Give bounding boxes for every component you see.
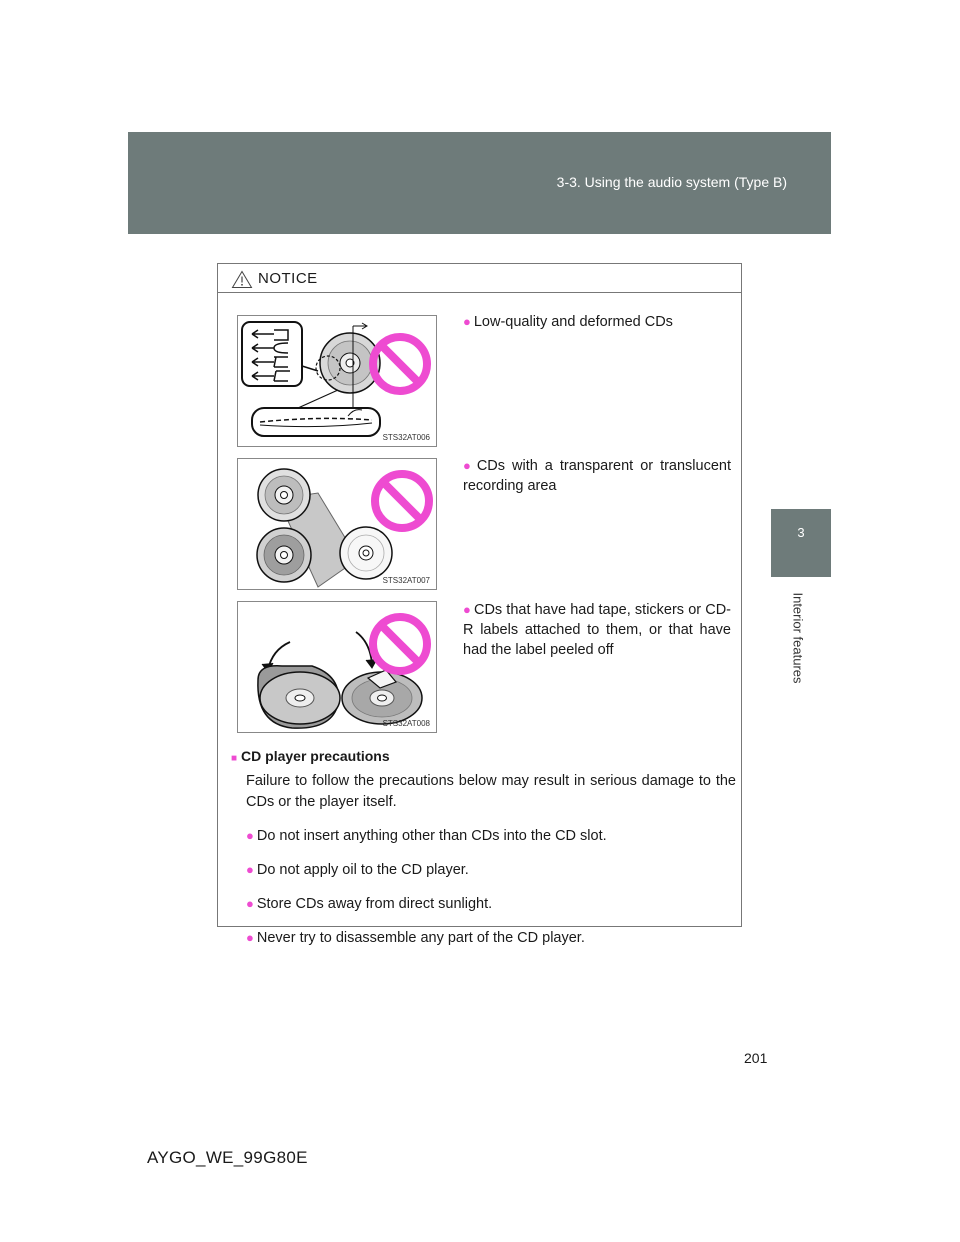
bullet-dot-icon: ● [463, 314, 471, 329]
notice-item-1 [463, 312, 731, 332]
cd-player-precautions [228, 748, 736, 949]
section-title: 3-3. Using the audio system (Type B) [556, 174, 787, 190]
transparent-cd-drawing [238, 459, 437, 590]
bullet-dot-icon: ● [463, 602, 471, 617]
deformed-cd-drawing [238, 316, 437, 447]
illustration-deformed-cds [237, 315, 437, 447]
chapter-tab [771, 509, 831, 577]
bullet-dot-icon: ● [246, 930, 254, 945]
list-item-text: Do not insert anything other than CDs into the CD slot. [256, 828, 607, 844]
list-item [246, 859, 736, 881]
section-heading [231, 748, 736, 764]
section-body: Failure to follow the precautions below may result in serious damage to the CDs or the player itself. [246, 773, 736, 810]
illustration-labeled-cds [237, 601, 437, 733]
illustration-code: STS32AT008 [382, 719, 430, 728]
list-item [246, 893, 736, 915]
section-heading-text: CD player precautions [241, 748, 390, 764]
notice-title: NOTICE [258, 270, 318, 287]
document-code: AYGO_WE_99G80E [147, 1148, 308, 1167]
notice-header [218, 264, 741, 293]
bullet-dot-icon: ● [246, 896, 254, 911]
labeled-cd-drawing [238, 602, 437, 733]
illustration-code: STS32AT006 [382, 433, 430, 442]
bullet-dot-icon: ● [463, 458, 474, 473]
notice-item-text: Low-quality and deformed CDs [473, 314, 673, 330]
notice-item-2 [463, 456, 731, 496]
list-item [246, 825, 736, 847]
chapter-label-text: Interior features [790, 592, 806, 684]
list-item-text: Store CDs away from direct sunlight. [256, 896, 493, 912]
page-number: 201 [744, 1050, 768, 1066]
header-band [128, 132, 831, 234]
list-item-text: Do not apply oil to the CD player. [256, 862, 469, 878]
square-bullet-icon: ■ [231, 753, 238, 764]
illustration-code: STS32AT007 [382, 576, 430, 585]
bullet-dot-icon: ● [246, 862, 254, 877]
notice-item-text: CDs that have had tape, stickers or CD-R labels attached to them, or that have had the label peeled off [463, 602, 731, 658]
notice-item-3 [463, 600, 731, 660]
list-item-text: Never try to disassemble any part of the CD player. [256, 930, 585, 946]
warning-triangle-icon [231, 270, 253, 289]
notice-item-text: CDs with a transparent or translucent recording area [463, 458, 732, 494]
bullet-dot-icon: ● [246, 828, 254, 843]
chapter-label [783, 583, 813, 693]
notice-box [217, 263, 742, 946]
list-item [246, 927, 736, 949]
chapter-number: 3 [797, 525, 805, 540]
illustration-transparent-cds [237, 458, 437, 590]
